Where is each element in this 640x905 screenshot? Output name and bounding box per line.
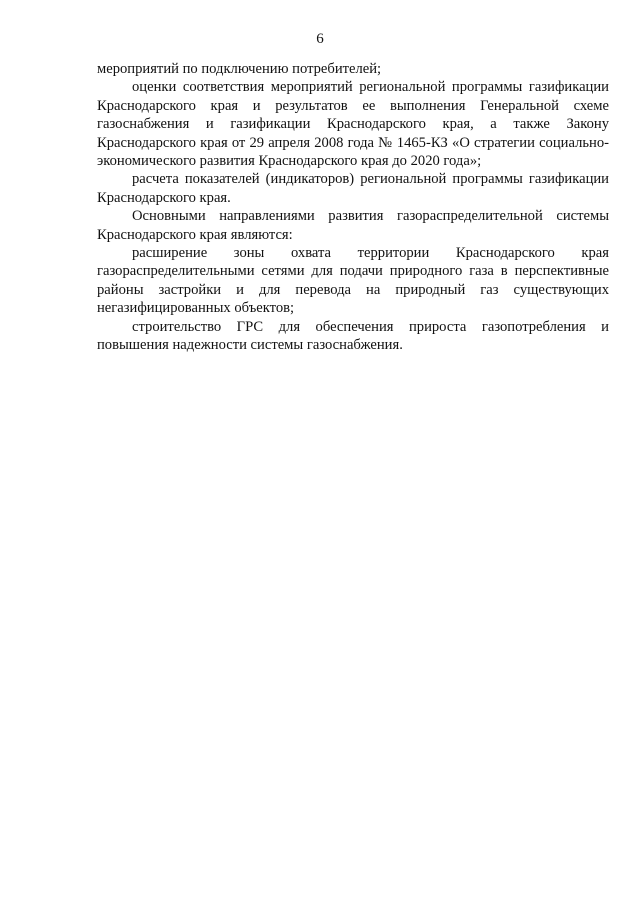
document-body <box>97 60 609 355</box>
page-number: 6 <box>316 31 324 47</box>
paragraph-compliance-assessment: оценки соответствия мероприятий региональной программы газификации Краснодарского края и результатов ее выполнения Генеральной схеме газоснабжения и газификации Краснодарского края, а также Закону Краснодарского края от 29 апреля 2008 года № 1465-КЗ «О стратегии социально-экономического развития Краснодарского края до 2020 года»; <box>97 79 609 170</box>
paragraph-coverage-expansion: расширение зоны охвата территории Краснодарского края газораспределительными сетями для подачи природного газа в перспективные районы застройки и для перевода на природный газ существующих негазифицированных объектов; <box>97 245 609 317</box>
paragraph-indicator-calculation: расчета показателей (индикаторов) региональной программы газификации Краснодарского края. <box>97 171 609 206</box>
paragraph-consumer-connection: мероприятий по подключению потребителей; <box>97 61 382 77</box>
paragraph-grs-construction: строительство ГРС для обеспечения прироста газопотребления и повышения надежности системы газоснабжения. <box>97 318 609 354</box>
paragraph-development-directions: Основными направлениями развития газораспределительной системы Краснодарского края являются: <box>97 208 609 243</box>
